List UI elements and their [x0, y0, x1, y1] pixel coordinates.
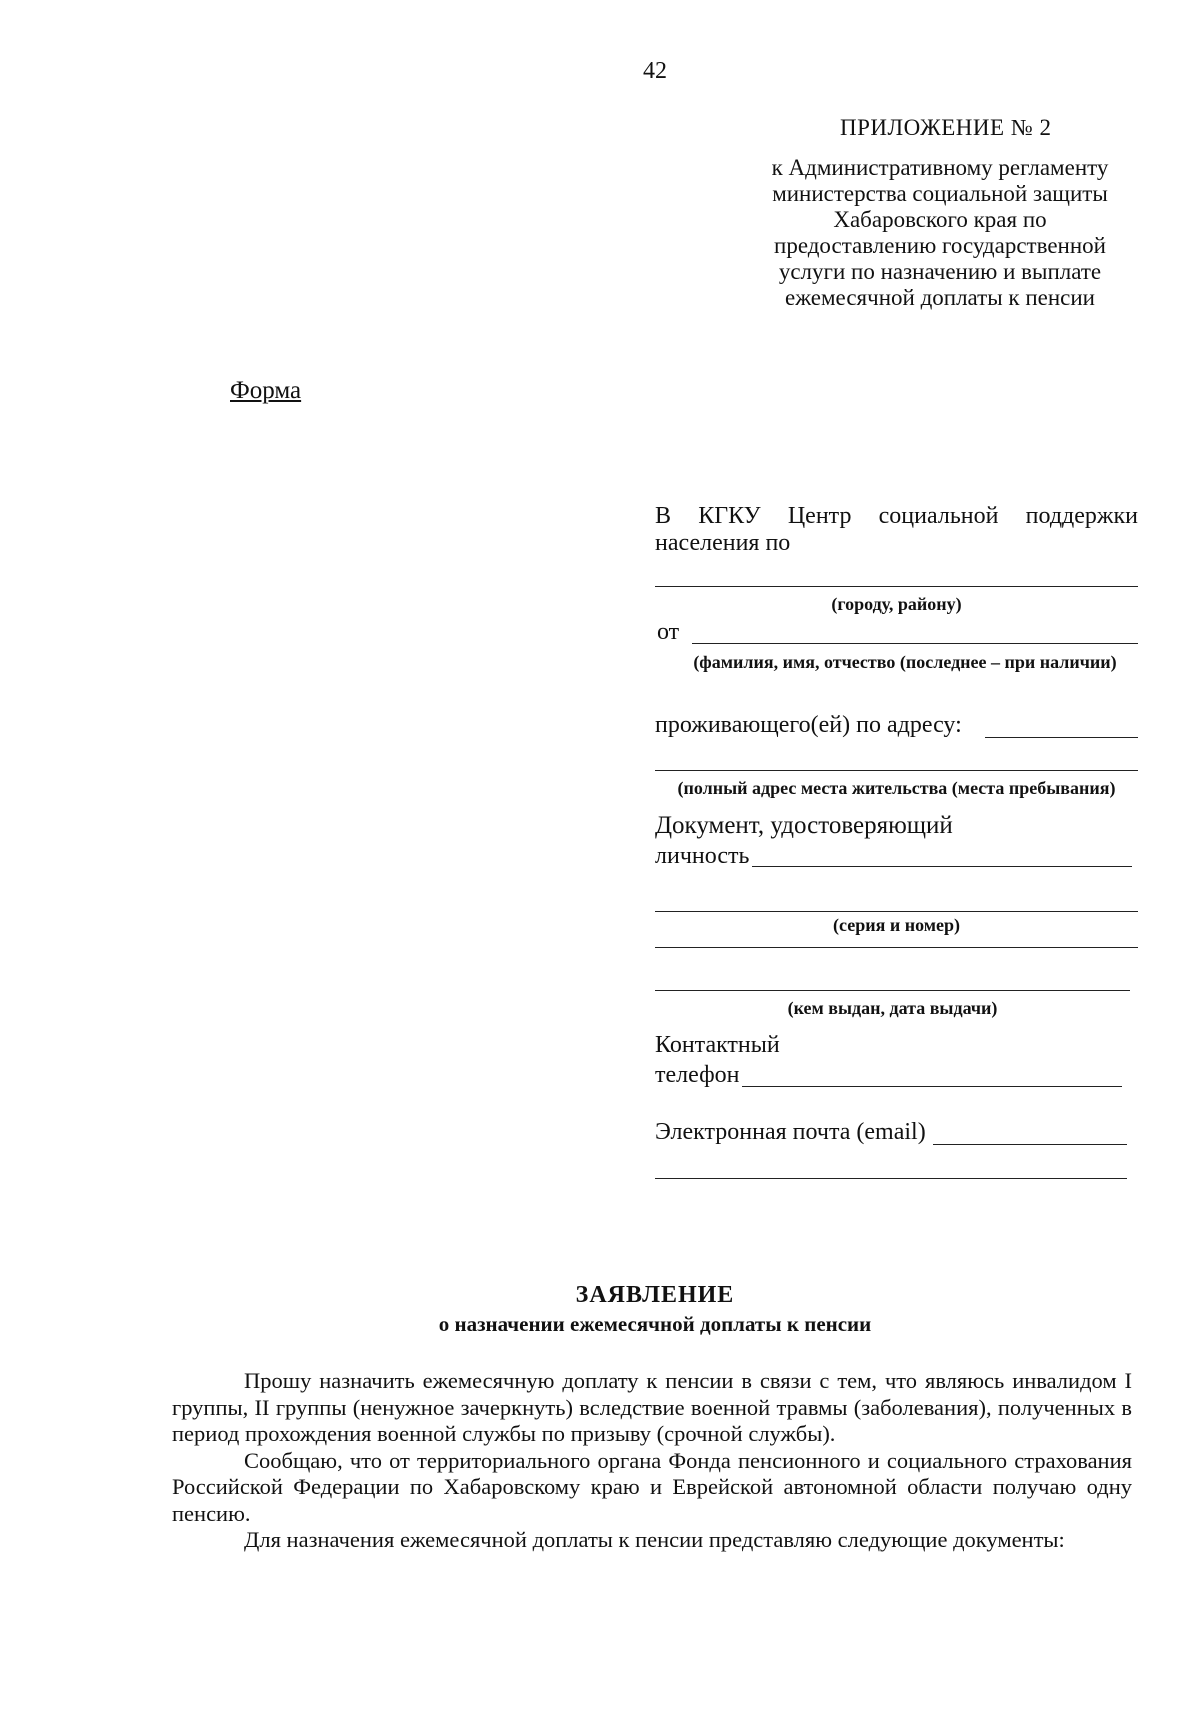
city-field-line[interactable]	[655, 586, 1138, 587]
statement-subtitle: о назначении ежемесячной доплаты к пенсии	[438, 1312, 872, 1336]
residing-label: проживающего(ей) по адресу:	[655, 712, 962, 738]
document-field-line-2[interactable]	[655, 911, 1138, 912]
issued-field-line-2[interactable]	[655, 990, 1130, 991]
addressee-line-2: населения по	[655, 530, 791, 556]
appendix-line: услуги по назначению и выплате	[778, 259, 1102, 284]
addressee-line-1: В КГКУ Центр социальной поддержки	[655, 503, 1138, 529]
address-field-line-1[interactable]	[985, 737, 1138, 738]
appendix-line: к Административному регламенту	[771, 155, 1109, 180]
appendix-title: ПРИЛОЖЕНИЕ № 2	[840, 115, 1052, 140]
page-number: 42	[643, 58, 667, 84]
email-field-line-1[interactable]	[933, 1144, 1127, 1145]
email-field-line-2[interactable]	[655, 1178, 1127, 1179]
document-label: Документ, удостоверяющий	[655, 812, 953, 839]
issued-field-line-1[interactable]	[655, 947, 1138, 948]
document-field-line-1[interactable]	[752, 866, 1132, 867]
form-label: Форма	[230, 377, 302, 404]
appendix-line: Хабаровского края по	[833, 207, 1047, 232]
statement-paragraph: Прошу назначить ежемесячную доплату к пенсии в связи с тем, что являюсь инвалидом I группы, II группы (ненужное зачеркнуть) вследствие военной травмы (заболевания), полученных в период прохождения военной службы по призыву (срочной службы).	[172, 1368, 1132, 1446]
phone-label: Контактный	[655, 1032, 780, 1058]
appendix-line: предоставлению государственной	[774, 233, 1106, 258]
phone-field-line[interactable]	[742, 1086, 1122, 1087]
statement-body	[172, 1368, 1132, 1554]
name-field-line[interactable]	[692, 643, 1138, 644]
statement-title: ЗАЯВЛЕНИЕ	[575, 1282, 735, 1308]
issued-caption: (кем выдан, дата выдачи)	[787, 998, 998, 1018]
email-label: Электронная почта (email)	[655, 1119, 926, 1145]
statement-paragraph: Сообщаю, что от территориального органа Фонда пенсионного и социального страхования Российской Федерации по Хабаровскому краю и Еврейской автономной области получаю одну пенсию.	[172, 1447, 1132, 1526]
phone-label-2: телефон	[655, 1062, 740, 1088]
appendix-line: ежемесячной доплаты к пенсии	[785, 285, 1095, 310]
city-caption: (городу, району)	[831, 594, 962, 614]
series-caption: (серия и номер)	[833, 915, 960, 935]
appendix-text	[740, 155, 1140, 311]
name-caption: (фамилия, имя, отчество (последнее – при наличии)	[693, 652, 1117, 672]
statement-paragraph: Для назначения ежемесячной доплаты к пенсии представляю следующие документы:	[244, 1527, 1065, 1552]
address-field-line-2[interactable]	[655, 770, 1138, 771]
document-label-2: личность	[655, 843, 750, 869]
from-label: от	[657, 619, 680, 645]
appendix-line: министерства социальной защиты	[772, 181, 1108, 206]
address-caption: (полный адрес места жительства (места пребывания)	[677, 778, 1116, 798]
